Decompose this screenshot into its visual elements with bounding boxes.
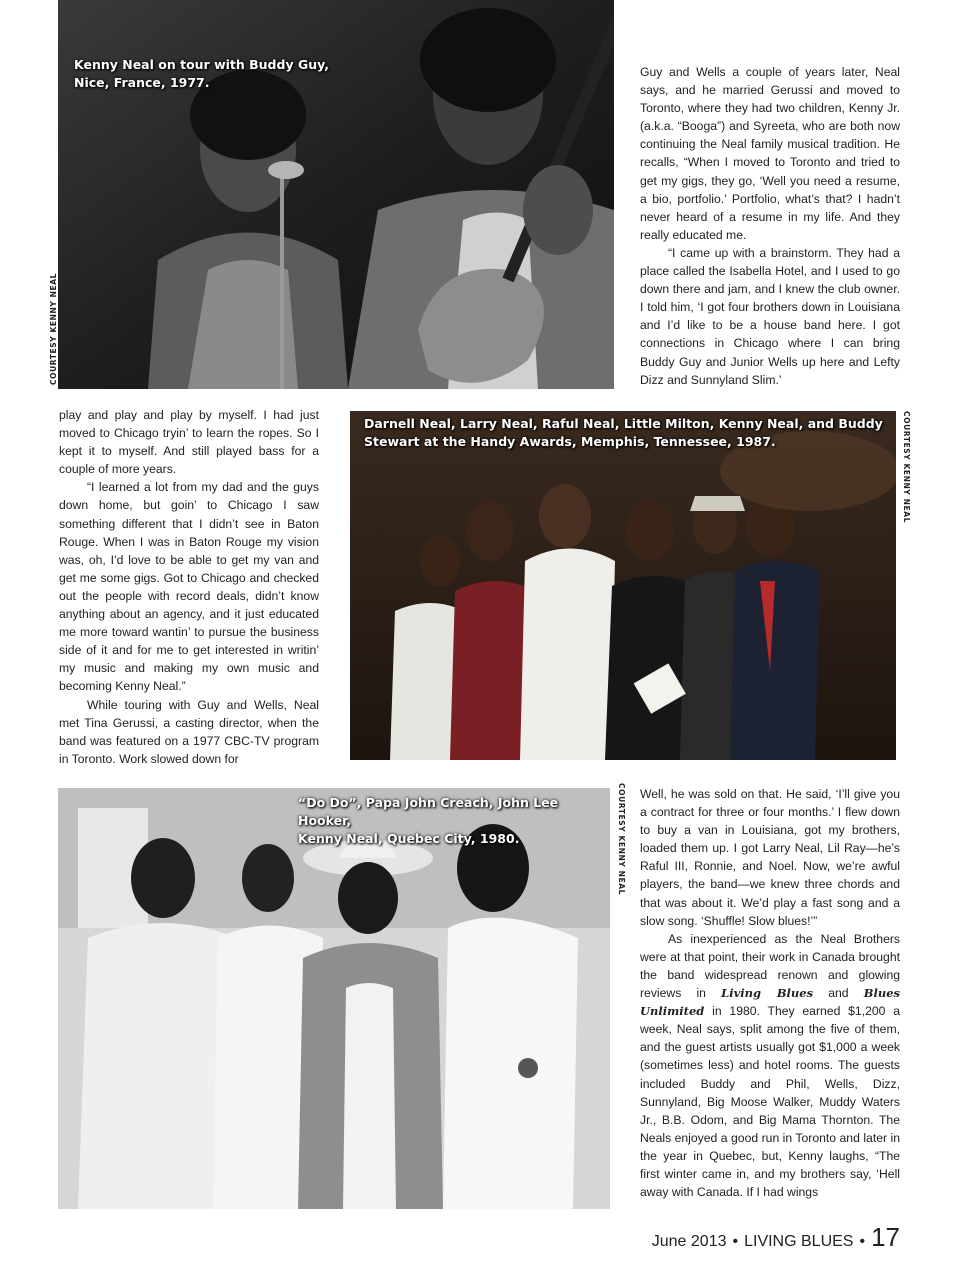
caption-line: Kenny Neal, Quebec City, 1980. <box>298 831 520 846</box>
text-run: As inexperienced as the Neal Brothers were at that point, their work in Canada brought the band widespread renown and glowing reviews in <box>640 931 900 1001</box>
footer-date: June 2013 <box>651 1233 727 1250</box>
article-column-top-right <box>640 63 900 389</box>
footer-bullet: • <box>859 1233 866 1250</box>
paragraph: Well, he was sold on that. He said, ‘I’ll give you a contract for three or four months.’ I flew down to buy a van in Louisiana, got my brothers, loaded them up. I got Larry Neal, Lil Ray—he’s Raful III, Ronnie, and Noel. Now, we’re awful players, the band—we knew three chords and that was about it. We’d play a fast song and a slow song. ‘Shuffle! Slow blues!’” <box>640 787 900 928</box>
text-run: in 1980. They earned $1,200 a week, Neal says, split among the five of them, and the guest artists usually got $1,000 a week (sometimes less) and hotel rooms. The guests included Buddy and Phil, Wells, Dizz, Sunnyland, Big Moose Walker, Muddy Waters Jr., B.B. Odom, and Big Mama Thornton. The Neals enjoyed a good run in Toronto and later in the year in Quebec, but, Kenny laughs, “The first winter came in, and my brothers say, ‘Hell away with Canada. If I had wings <box>640 1004 900 1200</box>
photo-credit: COURTESY KENNY NEAL <box>617 783 626 896</box>
photo-kenny-neal-buddy-guy <box>58 0 614 389</box>
caption-line: Darnell Neal, Larry Neal, Raful Neal, Little Milton, Kenny Neal, and Buddy <box>364 416 883 431</box>
photo-caption <box>74 56 329 92</box>
magazine-title: Blues Unlimited <box>640 986 900 1019</box>
article-column-bottom-right <box>640 785 900 1201</box>
paragraph: While touring with Guy and Wells, Neal met Tina Gerussi, a casting director, when the band was featured on a 1977 CBC-TV program in Toronto. Work slowed down for <box>59 697 319 766</box>
photo-image <box>350 411 896 760</box>
paragraph: “I came up with a brainstorm. They had a place called the Isabella Hotel, and I used to go down there and jam, and I knew the club owner. I told him, ‘I got four brothers down in Louisiana and I’d like to be a house band here. I got connections in Chicago where I can bring Buddy Guy and Junior Wells up here and Lefty Dizz and Sunnyland Slim.’ <box>640 245 900 387</box>
photo-caption <box>298 794 610 848</box>
photo-quebec-city-1980 <box>58 788 610 1209</box>
footer-magazine: LIVING BLUES <box>744 1233 854 1250</box>
article-column-middle-left <box>59 406 319 768</box>
magazine-title: Living Blues <box>721 986 814 1001</box>
paragraph <box>640 930 900 1201</box>
page-number: 17 <box>871 1222 900 1252</box>
photo-caption <box>364 415 883 451</box>
footer-bullet: • <box>732 1233 739 1250</box>
photo-credit: COURTESY KENNY NEAL <box>902 411 911 524</box>
paragraph: Guy and Wells a couple of years later, Neal says, and he married Gerussi and moved to Toronto, where they had two children, Kenny Jr. (a.k.a. “Booga”) and Syreeta, who are both now continuing the Neal family musical tradition. He recalls, “When I moved to Toronto and tried to get my gigs, they go, ‘Well you need a resume, a bio, portfolio.’ Portfolio, what’s that? I hadn’t never heard of a resume in my life. And they really educated me. <box>640 65 900 242</box>
photo-image <box>58 788 610 1209</box>
paragraph: play and play and play by myself. I had just moved to Chicago tryin’ to learn the ropes. So I kept it to myself. And still played bass for a couple of more years. <box>59 408 319 477</box>
photo-credit: COURTESY KENNY NEAL <box>49 272 58 385</box>
photo-handy-awards-1987 <box>350 411 896 760</box>
text-run: and <box>813 986 864 1001</box>
caption-line: “Do Do”, Papa John Creach, John Lee Hooker, <box>298 795 559 828</box>
caption-line: Stewart at the Handy Awards, Memphis, Tennessee, 1987. <box>364 434 776 449</box>
caption-line: Nice, France, 1977. <box>74 75 210 90</box>
caption-line: Kenny Neal on tour with Buddy Guy, <box>74 57 330 72</box>
paragraph: “I learned a lot from my dad and the guys down home, but goin’ to Chicago I saw something different that I didn’t see in Baton Rouge. When I was in Baton Rouge my vision was, oh, I’d love to be able to get my van and get me some gigs. Got to Chicago and checked out the people with record deals, didn’t know anything about an agency, and it just educated me more toward wantin’ to pursue the business side of it and for me to get interested in writin’ my music and making my own music and becoming Kenny Neal.” <box>59 480 319 694</box>
page-footer <box>652 1222 900 1253</box>
